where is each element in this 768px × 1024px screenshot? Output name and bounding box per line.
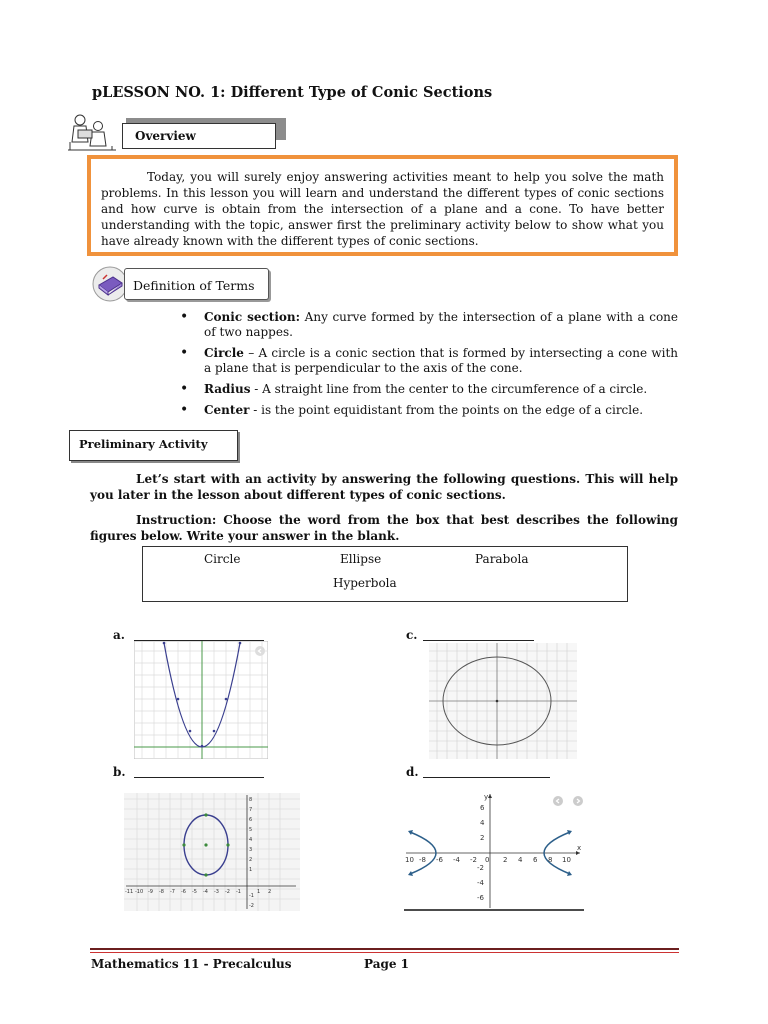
overview-text: Today, you will surely enjoy answering activities meant to help you solve the math problems. In this lesson you will learn and understand the different types of conic sections and how curve is obtain from the intersection of a plane and a cone. To have better understanding with the topic, answer first the preliminary activity below to show what you have already known with the different types of conic sections. — [101, 170, 664, 248]
x-tick-label: 0 — [485, 856, 490, 864]
y-tick-label: 8 — [249, 797, 253, 803]
x-tick-label: -8 — [159, 889, 164, 895]
x-tick-label: -5 — [192, 889, 197, 895]
x-tick-label: 10 — [405, 856, 414, 864]
x-tick-label: 8 — [548, 856, 553, 864]
answer-blank-d[interactable] — [423, 765, 550, 778]
graph-d-hyperbola — [402, 790, 588, 914]
definition-item — [180, 310, 678, 340]
graph-c-circle — [429, 643, 577, 759]
y-tick-label: 1 — [249, 867, 253, 873]
word-choice: Hyperbola — [333, 576, 397, 590]
definition-item — [180, 403, 678, 418]
y-tick-label: 5 — [249, 827, 253, 833]
preliminary-activity-heading: Preliminary Activity — [69, 430, 238, 461]
y-tick-label: -4 — [477, 879, 484, 887]
activity-instruction-text: Instruction: Choose the word from the box that best describes the following figures below. Write your answer in the blank. — [90, 513, 678, 543]
y-axis-label: y — [484, 793, 489, 801]
overview-text-box — [87, 155, 678, 256]
y-tick-label: 6 — [480, 804, 485, 812]
y-tick-label: 4 — [480, 819, 485, 827]
footer-divider — [90, 952, 679, 953]
graph-a-parabola — [134, 641, 268, 759]
x-axis-label: x — [577, 844, 582, 852]
students-reading-icon — [66, 112, 118, 154]
answer-blank-c[interactable] — [423, 628, 534, 641]
x-tick-label: -1 — [236, 889, 241, 895]
question-label-a: a. — [113, 628, 125, 642]
overview-heading: Overview — [122, 123, 276, 149]
y-tick-label: -1 — [249, 893, 254, 899]
x-tick-label: 2 — [503, 856, 508, 864]
graph-b-ellipse — [124, 793, 300, 911]
definitions-list — [180, 310, 678, 424]
definition-item — [180, 346, 678, 376]
activity-intro-text: Let’s start with an activity by answering the following questions. This will help you later in the lesson about different types of conic sections. — [90, 472, 678, 502]
y-tick-label: 2 — [249, 857, 253, 863]
activity-instruction — [90, 512, 678, 544]
term: Conic section: — [204, 310, 301, 324]
term: Radius — [204, 382, 251, 396]
term-definition: – A circle is a conic section that is formed by intersecting a cone with a plane that is perpendicular to the axis of the cone. — [204, 346, 678, 375]
definition-of-terms-heading: Definition of Terms — [124, 268, 269, 300]
x-tick-label: -2 — [225, 889, 230, 895]
x-tick-label: -4 — [453, 856, 460, 864]
y-tick-label: 6 — [249, 817, 253, 823]
x-tick-label: -4 — [203, 889, 208, 895]
y-tick-label: -2 — [477, 864, 484, 872]
question-label-b: b. — [113, 765, 126, 779]
answer-blank-b[interactable] — [134, 765, 264, 778]
term-definition: - is the point equidistant from the points on the edge of a circle. — [249, 403, 644, 417]
x-tick-label: -6 — [181, 889, 186, 895]
x-tick-label: -7 — [170, 889, 175, 895]
x-tick-label: 10 — [562, 856, 571, 864]
term-definition: - A straight line from the center to the circumference of a circle. — [250, 382, 648, 396]
word-choice-box — [142, 546, 628, 602]
x-tick-label: -3 — [214, 889, 219, 895]
question-label-c: c. — [406, 628, 418, 642]
page-number: Page 1 — [364, 957, 410, 971]
lesson-title: pLESSON NO. 1: Different Type of Conic Sections — [92, 84, 493, 101]
x-tick-label: 6 — [533, 856, 538, 864]
activity-intro — [90, 471, 678, 503]
x-tick-label: 4 — [518, 856, 523, 864]
x-tick-label: 2 — [268, 889, 272, 895]
x-tick-label: -9 — [148, 889, 153, 895]
word-choice: Parabola — [475, 552, 529, 566]
word-choice: Circle — [204, 552, 241, 566]
question-label-d: d. — [406, 765, 419, 779]
y-tick-label: -6 — [477, 894, 484, 902]
y-tick-label: -2 — [249, 903, 254, 909]
definition-item — [180, 382, 678, 397]
y-tick-label: 4 — [249, 837, 253, 843]
term: Circle — [204, 346, 244, 360]
term-definition: Any curve formed by the intersection of a plane with a cone of two nappes. — [204, 310, 678, 339]
y-tick-label: 2 — [480, 834, 485, 842]
y-tick-label: 7 — [249, 807, 253, 813]
x-tick-label: -8 — [419, 856, 426, 864]
x-tick-label: -6 — [436, 856, 443, 864]
x-tick-label: 1 — [257, 889, 261, 895]
x-tick-label: -2 — [470, 856, 477, 864]
word-choice: Ellipse — [340, 552, 382, 566]
footer-subject: Mathematics 11 - Precalculus — [91, 957, 292, 971]
footer-divider — [90, 948, 679, 950]
x-tick-label: -11 — [125, 889, 134, 895]
y-tick-label: 3 — [249, 847, 253, 853]
answer-blank-a[interactable] — [134, 628, 264, 641]
x-tick-label: -10 — [135, 889, 144, 895]
term: Center — [204, 403, 250, 417]
